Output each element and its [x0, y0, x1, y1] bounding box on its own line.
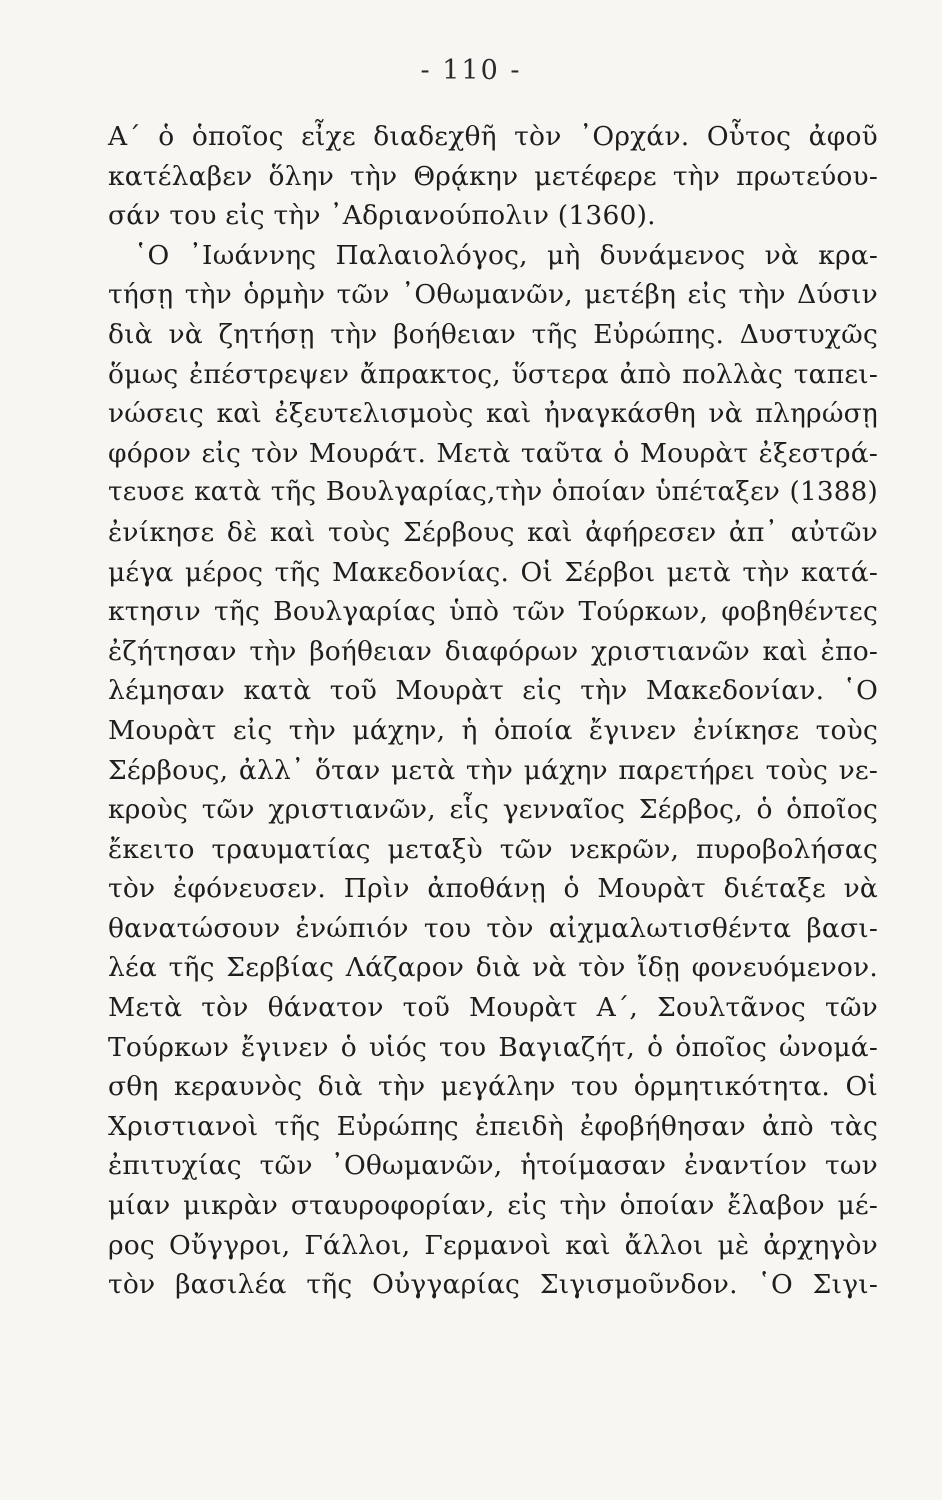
page-number: - 110 - — [420, 55, 522, 86]
text-line: μέγα μέρος τῆς Μακεδονίας. Οἱ Σέρβοι μετὰ τὴν κατά- — [108, 556, 878, 588]
text-line: σθη κεραυνὸς διὰ τὴν μεγάλην του ὁρμητικότητα. Οἱ — [108, 1071, 878, 1103]
text-line: λέα τῆς Σερβίας Λάζαρον διὰ νὰ τὸν ἴδῃ φονευόμενον. — [108, 952, 878, 984]
text-line: Α΄ ὁ ὁποῖος εἶχε διαδεχθῆ τὸν ᾿Ορχάν. Οὗτος ἀφοῦ — [108, 121, 878, 152]
text-line: μίαν μικρὰν σταυροφορίαν, εἰς τὴν ὁποίαν ἔλαβον μέ- — [108, 1190, 878, 1222]
text-line: ῾Ο ᾿Ιωάννης Παλαιολόγος, μὴ δυνάμενος νὰ κρα- — [134, 239, 878, 271]
text-line: θανατώσουν ἐνώπιόν του τὸν αἰχμαλωτισθέντα βασι- — [108, 912, 878, 944]
text-line: ὅμως ἐπέστρεψεν ἄπρακτος, ὕστερα ἀπὸ πολλὰς ταπει- — [108, 358, 878, 390]
text-line: τευσε κατὰ τῆς Βουλγαρίας,τὴν ὁποίαν ὑπέταξεν (1388) — [108, 477, 878, 508]
text-line: κροὺς τῶν χριστιανῶν, εἷς γενναῖος Σέρβος, ὁ ὁποῖος — [108, 794, 878, 826]
text-line: φόρον εἰς τὸν Μουράτ. Μετὰ ταῦτα ὁ Μουρὰτ ἐξεστρά- — [108, 437, 878, 469]
text-line: ἐνίκησε δὲ καὶ τοὺς Σέρβους καὶ ἀφήρεσεν ἀπ᾿ αὐτῶν — [108, 516, 878, 548]
text-line: λέμησαν κατὰ τοῦ Μουρὰτ εἰς τὴν Μακεδονίαν. ῾Ο — [108, 675, 878, 707]
text-line: ἔκειτο τραυματίας μεταξὺ τῶν νεκρῶν, πυροβολήσας — [108, 833, 878, 865]
body-text — [108, 117, 878, 1305]
text-line: σάν του εἰς τὴν ᾿Αδριανούπολιν (1360). — [108, 200, 656, 232]
text-line: κτησιν τῆς Βουλγαρίας ὑπὸ τῶν Τούρκων, φοβηθέντες — [108, 596, 878, 628]
text-line: ἐζήτησαν τὴν βοήθειαν διαφόρων χριστιανῶν καὶ ἐπο- — [108, 635, 878, 667]
text-line: Σέρβους, ἀλλ᾿ ὅταν μετὰ τὴν μάχην παρετήρει τοὺς νε- — [108, 754, 878, 786]
text-line: ρος Οὔγγροι, Γάλλοι, Γερμανοὶ καὶ ἄλλοι μὲ ἀρχηγὸν — [108, 1229, 878, 1261]
text-line: διὰ νὰ ζητήσῃ τὴν βοήθειαν τῆς Εὐρώπης. Δυστυχῶς — [108, 318, 878, 350]
text-line: ἐπιτυχίας τῶν ᾿Οθωμανῶν, ἡτοίμασαν ἐναντίον των — [108, 1150, 878, 1182]
text-line: νώσεις καὶ ἐξευτελισμοὺς καὶ ἠναγκάσθη νὰ πληρώσῃ — [108, 398, 878, 430]
text-line: Τούρκων ἔγινεν ὁ υἱός του Βαγιαζήτ, ὁ ὁποῖος ὠνομά- — [108, 1031, 878, 1063]
text-line: Χριστιανοὶ τῆς Εὐρώπης ἐπειδὴ ἐφοβήθησαν ἀπὸ τὰς — [108, 1110, 878, 1142]
text-line: Μουρὰτ εἰς τὴν μάχην, ἡ ὁποία ἔγινεν ἐνίκησε τοὺς — [108, 714, 878, 746]
text-line: Μετὰ τὸν θάνατον τοῦ Μουρὰτ Α΄, Σουλτᾶνος τῶν — [108, 992, 878, 1024]
text-line: κατέλαβεν ὅλην τὴν Θρᾴκην μετέφερε τὴν πρωτεύου- — [108, 160, 878, 192]
text-line: τὸν ἐφόνευσεν. Πρὶν ἀποθάνῃ ὁ Μουρὰτ διέταξε νὰ — [108, 873, 878, 905]
text-line: τήσῃ τὴν ὁρμὴν τῶν ᾿Οθωμανῶν, μετέβη εἰς τὴν Δύσιν — [108, 279, 878, 311]
text-line: τὸν βασιλέα τῆς Οὐγγαρίας Σιγισμοῦνδον. ῾Ο Σιγι- — [108, 1269, 878, 1301]
